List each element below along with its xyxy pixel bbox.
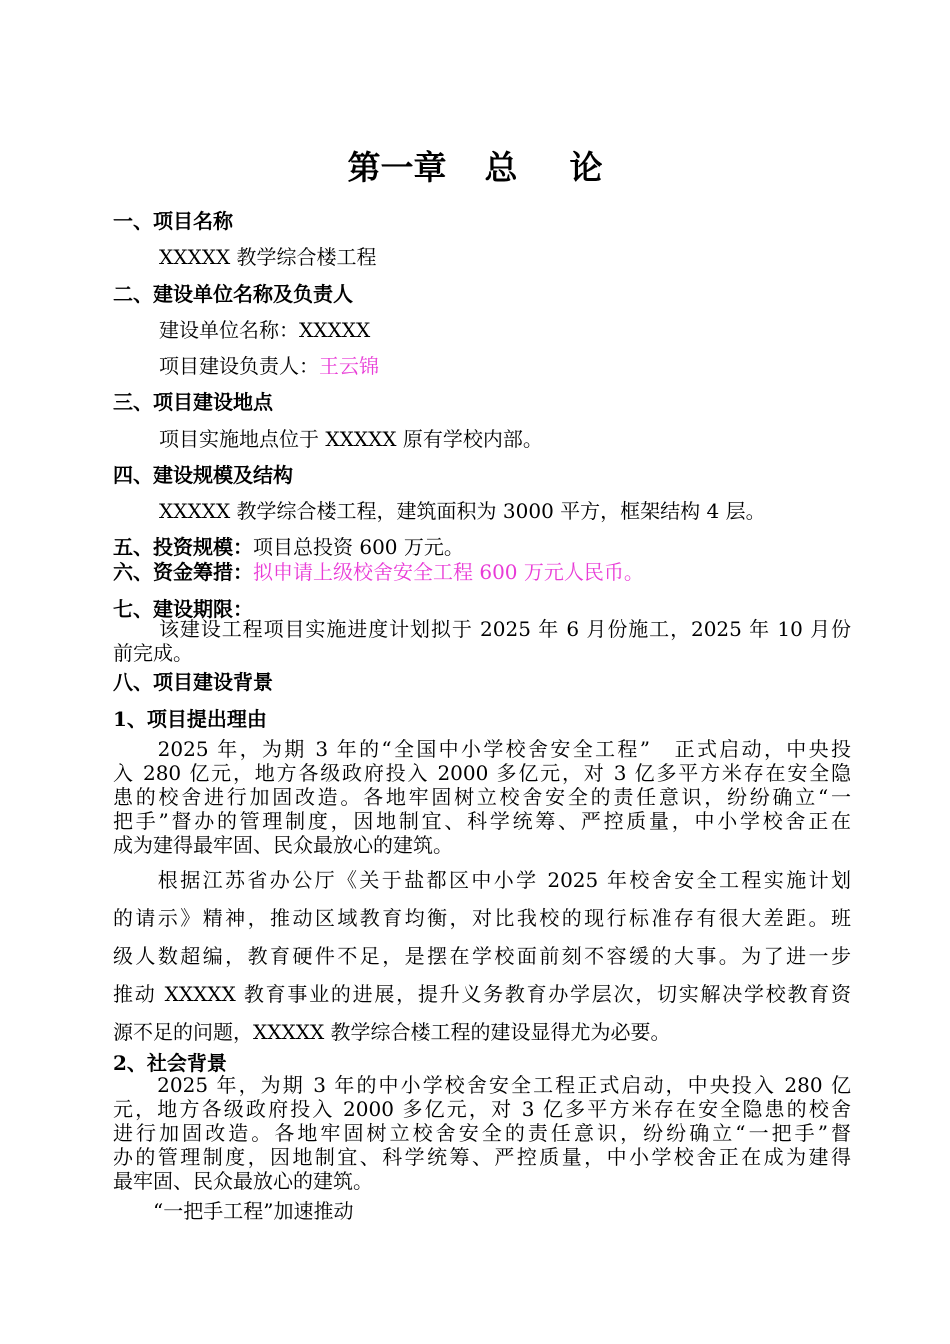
project-lead-line xyxy=(159,350,379,379)
paragraph-line: 源不足的问题，XXXXX 教学综合楼工程的建设显得尤为必要。 xyxy=(113,1020,671,1044)
paragraph-line: 级人数超编，教育硬件不足，是摆在学校面前刻不容缓的大事。为了进一步 xyxy=(113,944,851,968)
paragraph-line: 推动 XXXXX 教育事业的进展，提升义务教育办学层次，切实解决学校教育资 xyxy=(113,982,851,1006)
section-6-line xyxy=(113,556,644,585)
paragraph-line: 2025 年，为期 3 年的“全国中小学校舍安全工程” 正式启动，中央投 xyxy=(113,737,851,761)
section-5-text: 项目总投资 600 万元。 xyxy=(253,535,464,559)
paragraph-line: 入 280 亿元，地方各级政府投入 2000 多亿元，对 3 亿多平方米存在安全隐 xyxy=(113,761,851,785)
paragraph-line: 根据江苏省办公厅《关于盐都区中小学 2025 年校舍安全工程实施计划 xyxy=(113,868,851,892)
subsection-2-paragraph-1 xyxy=(113,1073,851,1193)
section-3-text: 项目实施地点位于 XXXXX 原有学校内部。 xyxy=(159,427,543,451)
paragraph-line: 办的管理制度，因地制宜、科学统筹、严控质量，中小学校舍正在成为建得 xyxy=(113,1145,851,1169)
chapter-title xyxy=(0,142,950,189)
chapter-title-number: 第一章 xyxy=(347,148,447,187)
paragraph-line: 成为建得最牢固、民众最放心的建筑。 xyxy=(113,833,453,857)
section-7-line-2: 前完成。 xyxy=(113,641,193,665)
chapter-title-word-2: 论 xyxy=(569,148,603,187)
subsection-2-heading: 2、社会背景 xyxy=(113,1051,227,1075)
section-1-heading: 一、项目名称 xyxy=(113,209,233,233)
construction-unit-name: 建设单位名称：XXXXX xyxy=(159,318,371,342)
paragraph-line: 把手”督办的管理制度，因地制宜、科学统筹、严控质量，中小学校舍正在 xyxy=(113,809,851,833)
section-4-text: XXXXX 教学综合楼工程，建筑面积为 3000 平方，框架结构 4 层。 xyxy=(159,499,766,523)
section-7-line-1: 该建设工程项目实施进度计划拟于 2025 年 6 月份施工，2025 年 10 月份 xyxy=(159,617,851,641)
section-2-heading: 二、建设单位名称及负责人 xyxy=(113,282,353,306)
paragraph-line: 的请示》精神，推动区域教育均衡，对比我校的现行标准存有很大差距。班 xyxy=(113,906,851,930)
project-lead-value: 王云锦 xyxy=(319,354,379,378)
paragraph-line: 患的校舍进行加固改造。各地牢固树立校舍安全的责任意识，纷纷确立“一 xyxy=(113,785,851,809)
project-lead-label: 项目建设负责人： xyxy=(159,354,319,378)
chapter-title-word-1: 总 xyxy=(484,148,518,187)
subsection-1-paragraph-1 xyxy=(113,737,851,857)
section-7-heading: 七、建设期限： xyxy=(113,597,253,621)
section-7-paragraph xyxy=(113,617,851,665)
subsection-1-paragraph-2 xyxy=(113,861,851,1051)
paragraph-line: 进行加固改造。各地牢固树立校舍安全的责任意识，纷纷确立“一把手”督 xyxy=(113,1121,851,1145)
section-5-heading: 五、投资规模： xyxy=(113,535,253,559)
section-4-heading: 四、建设规模及结构 xyxy=(113,463,293,487)
section-8-heading: 八、项目建设背景 xyxy=(113,670,273,694)
paragraph-line: 最牢固、民众最放心的建筑。 xyxy=(113,1169,373,1193)
paragraph-line: 2025 年，为期 3 年的中小学校舍安全工程正式启动，中央投入 280 亿 xyxy=(113,1073,851,1097)
section-6-text: 拟申请上级校舍安全工程 600 万元人民币。 xyxy=(253,560,644,584)
subsection-2-paragraph-2: “一把手工程”加速推动 xyxy=(113,1199,354,1223)
section-3-heading: 三、项目建设地点 xyxy=(113,390,273,414)
paragraph-line: 元，地方各级政府投入 2000 多亿元，对 3 亿多平方米存在安全隐患的校舍 xyxy=(113,1097,851,1121)
section-6-heading: 六、资金筹措： xyxy=(113,560,253,584)
subsection-1-heading: 1、项目提出理由 xyxy=(113,707,267,731)
section-1-text: XXXXX 教学综合楼工程 xyxy=(159,245,377,269)
